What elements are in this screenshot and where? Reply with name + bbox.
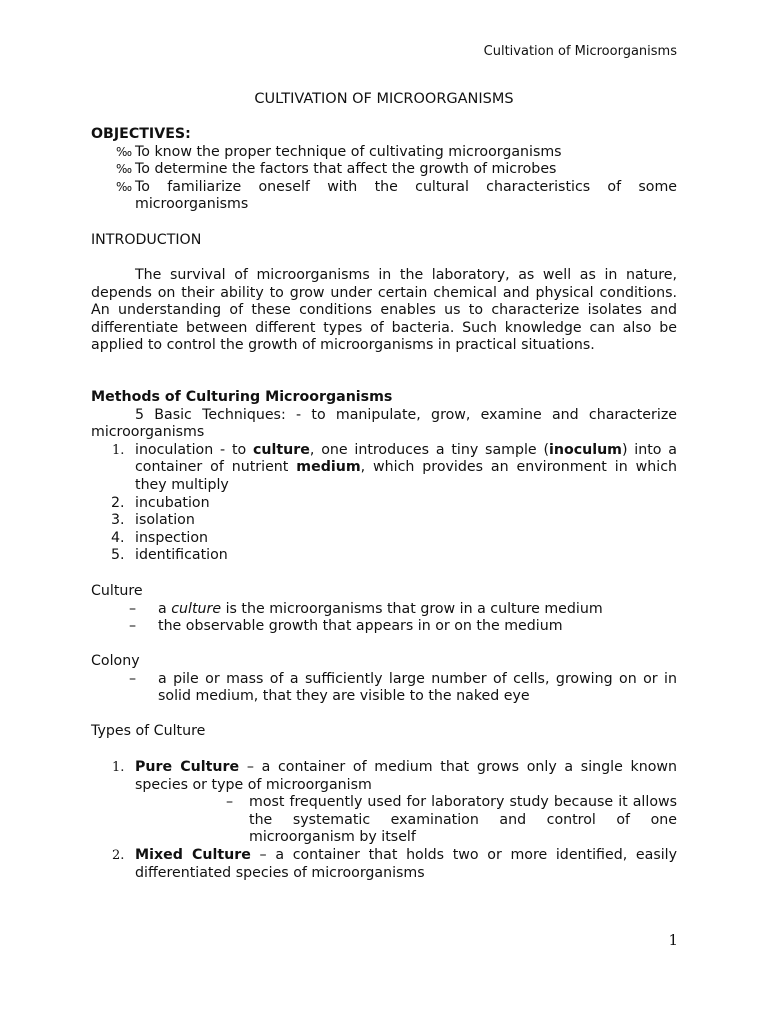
dash-marker: –: [226, 794, 234, 811]
culture-item: – the observable growth that appears in or on the medium: [129, 618, 563, 635]
culture-item: – a culture is the microorganisms that grow in a culture medium: [129, 600, 603, 617]
methods-intro: 5 Basic Techniques: - to manipulate, grow, examine and characterize microorganisms: [91, 406, 677, 441]
item-number: 2.: [111, 494, 125, 511]
item-number: 1.: [112, 760, 125, 775]
culture-heading: Culture: [91, 583, 143, 599]
item-number: 1.: [112, 442, 125, 458]
term-culture-italic: culture: [171, 600, 222, 617]
objectives-section: [91, 126, 677, 214]
item-number: 5.: [111, 547, 125, 564]
item-number: 3.: [111, 512, 125, 529]
objective-item: ‰ To know the proper technique of cultivating microorganisms: [116, 143, 562, 160]
objectives-heading: OBJECTIVES:: [91, 126, 191, 142]
introduction-heading: INTRODUCTION: [91, 232, 202, 248]
dash-marker: –: [129, 670, 137, 687]
methods-heading: Methods of Culturing Microorganisms: [91, 389, 393, 405]
colony-heading: Colony: [91, 653, 140, 669]
methods-item: 3. isolation: [111, 512, 195, 529]
objective-item: ‰ To familiarize oneself with the cultural characteristics of some microorganisms: [116, 178, 677, 213]
term-medium: medium: [296, 459, 361, 476]
dash-marker: –: [129, 600, 137, 617]
mixed-culture-item: 2. Mixed Culture – a container that holds two or more identified, easily differentiated species of microorganisms: [112, 846, 677, 881]
pure-culture-subitem: – most frequently used for laboratory study because it allows the systematic examination and control of one microorganism by itself: [226, 794, 677, 846]
objective-item: ‰ To determine the factors that affect the growth of microbes: [116, 161, 557, 178]
types-heading: Types of Culture: [91, 723, 206, 739]
bullet-icon: ‰: [116, 162, 133, 177]
types-section: [91, 723, 677, 741]
methods-item: 1. inoculation - to culture, one introduces a tiny sample (inoculum) into a container of nutrient medium, which provides an environment in which they multiply: [112, 441, 677, 493]
methods-item: 5. identification: [111, 547, 228, 564]
colony-item: – a pile or mass of a sufficiently large number of cells, growing on or in solid medium, that they are visible to the naked eye: [129, 670, 677, 705]
types-list: [91, 759, 677, 882]
pure-culture-label: Pure Culture: [135, 759, 240, 775]
methods-item: 4. inspection: [111, 529, 209, 546]
bullet-icon: ‰: [116, 179, 133, 194]
item-number: 2.: [112, 847, 125, 863]
document-title: CULTIVATION OF MICROORGANISMS: [254, 91, 514, 107]
running-header: Cultivation of Microorganisms: [483, 44, 677, 59]
term-inoculum: inoculum: [548, 441, 622, 458]
pure-culture-item: 1. Pure Culture – a container of medium that grows only a single known species or type of microorganism: [112, 759, 677, 793]
introduction-section: [91, 232, 677, 250]
culture-section: [91, 583, 677, 636]
colony-section: [91, 653, 677, 706]
term-culture: culture: [253, 441, 310, 458]
item-number: 4.: [111, 529, 125, 546]
page-number: 1: [668, 931, 678, 949]
methods-section: [91, 389, 677, 565]
methods-item: 2. incubation: [111, 494, 210, 511]
mixed-culture-label: Mixed Culture: [135, 846, 251, 863]
dash-marker: –: [129, 618, 137, 635]
introduction-paragraph: The survival of microorganisms in the laboratory, as well as in nature, depends on their ability to grow under certain chemical and physical conditions. An understanding of these conditions enables us to characterize isolates and differentiate between different types of bacteria. Such knowledge can also be applied to control the growth of microorganisms in practical situations.: [91, 267, 677, 354]
bullet-icon: ‰: [116, 144, 133, 159]
